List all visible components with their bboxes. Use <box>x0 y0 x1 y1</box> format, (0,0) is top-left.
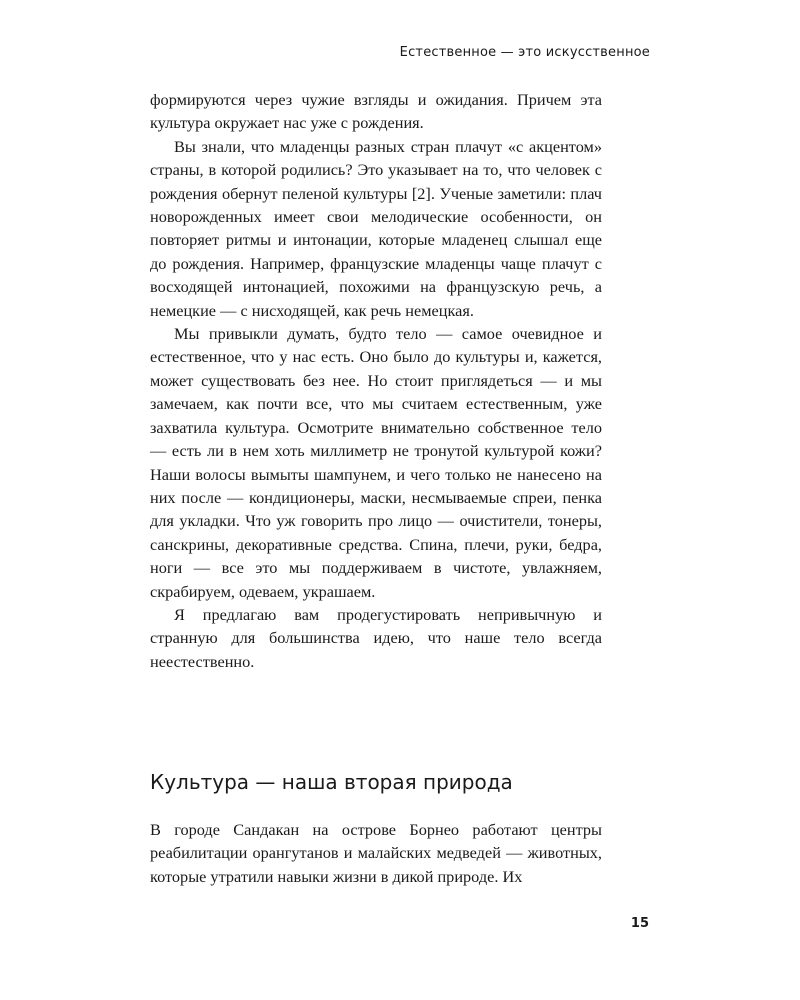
paragraph: Мы привыкли думать, будто тело — самое очевидное и естественное, что у нас есть. Оно было до культуры и, кажется, может существовать без нее. Но стоит приглядеться — и мы замечаем, как почти все, что мы считаем естественным, уже захватила культура. Осмотрите внимательно собственное тело — есть ли в нем хоть миллиметр не тронутой культурой кожи? Наши волосы вымыты шампунем, и чего только не нанесено на них после — кондиционеры, маски, несмываемые спреи, пенка для укладки. Что уж говорить про лицо — очистители, тонеры, санскрины, декоративные средства. Спина, плечи, руки, бедра, ноги — все это мы поддерживаем в чистоте, увлажняем, скрабируем, одеваем, украшаем. <box>150 324 602 601</box>
page-number: 15 <box>630 916 649 931</box>
running-header: Естественное — это искусственное <box>399 45 650 60</box>
paragraph: Вы знали, что младенцы разных стран плачут «с акцентом» страны, в которой родились? Это указывает на то, что человек с рождения обернут пеленой культуры [2]. Ученые заметили: плач новорожденных имеет свои мелодические особенности, он повторяет ритмы и интонации, которые младенец слышал еще до рождения. Например, французские младенцы чаще плачут с восходящей интонацией, похожими на французскую речь, а немецкие — с нисходящей, как речь немецкая. <box>150 136 602 320</box>
paragraph: формируются через чужие взгляды и ожидания. Причем эта культура окружает нас уже с рождения. <box>150 90 602 133</box>
body-text-section <box>150 818 602 888</box>
section-heading: Культура — наша вторая природа <box>150 770 513 794</box>
paragraph: В городе Сандакан на острове Борнео работают центры реабилитации орангутанов и малайских медведей — животных, которые утратили навыки жизни в дикой природе. Их <box>150 820 602 886</box>
body-text-top <box>150 88 602 673</box>
paragraph: Я предлагаю вам продегустировать непривычную и странную для большинства идею, что наше тело всегда неестественно. <box>150 604 602 671</box>
